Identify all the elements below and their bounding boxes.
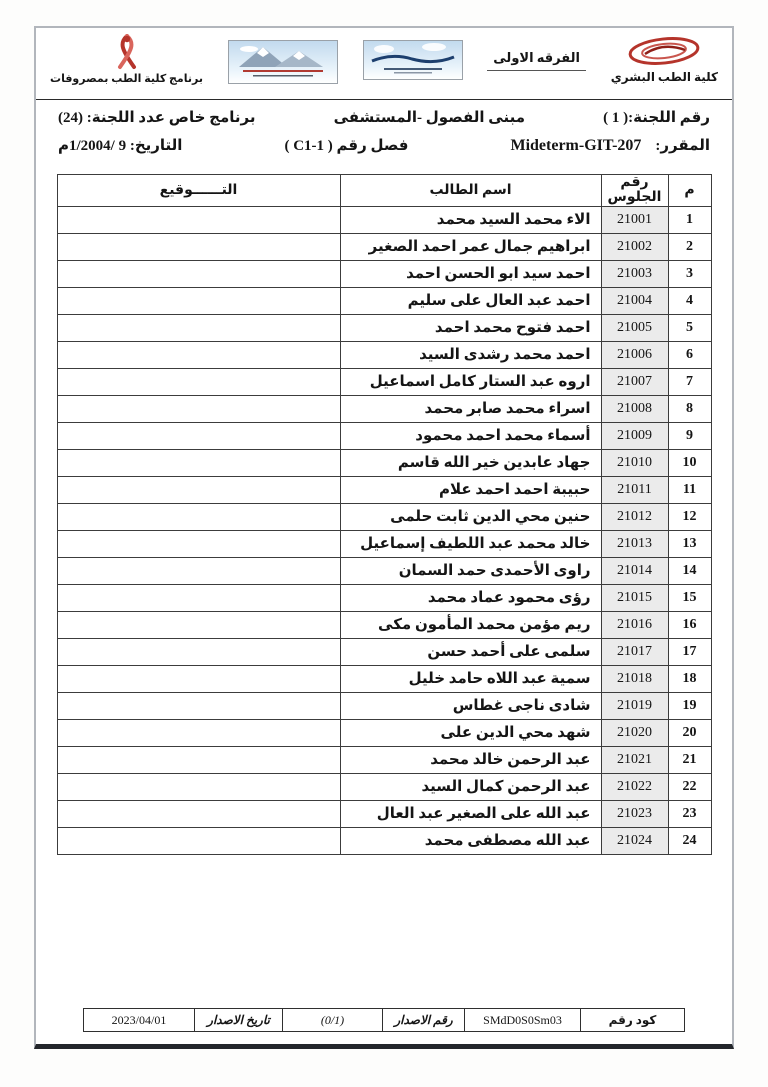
- student-name: راوى الأحمدى حمد السمان: [340, 557, 601, 584]
- row-index: 13: [668, 530, 711, 557]
- program-caption: برنامج كلية الطب بمصروفات: [50, 73, 203, 85]
- student-name: شادى ناجى غطاس: [340, 692, 601, 719]
- row-index: 22: [668, 773, 711, 800]
- signature-cell: [57, 827, 340, 854]
- student-name: ريم مؤمن محمد المأمون مكى: [340, 611, 601, 638]
- signature-cell: [57, 476, 340, 503]
- table-row: [57, 746, 711, 773]
- signature-cell: [57, 503, 340, 530]
- table-row: [57, 206, 711, 233]
- grade-label: الفرقه الاولى: [487, 50, 586, 71]
- seat-number: 21008: [601, 395, 668, 422]
- row-index: 3: [668, 260, 711, 287]
- document-header: [36, 28, 732, 100]
- committee-info-line: [58, 108, 710, 136]
- program-logo-group: [50, 34, 203, 85]
- row-index: 24: [668, 827, 711, 854]
- row-index: 8: [668, 395, 711, 422]
- seat-number: 21013: [601, 530, 668, 557]
- table-row: [57, 422, 711, 449]
- issue-date-label: تاريخ الاصدار: [195, 1008, 283, 1032]
- signature-cell: [57, 368, 340, 395]
- student-table: [57, 174, 712, 855]
- table-row: [57, 233, 711, 260]
- student-name: ابراهيم جمال عمر احمد الصغير: [340, 233, 601, 260]
- table-row: [57, 368, 711, 395]
- student-name: حبيبة احمد احمد علام: [340, 476, 601, 503]
- row-index: 15: [668, 584, 711, 611]
- code-value: SMdD0S0Sm03: [465, 1008, 581, 1032]
- student-name: عبد الله مصطفى محمد: [340, 827, 601, 854]
- signature-cell: [57, 287, 340, 314]
- col-header-seat: رقم الجلوس: [601, 175, 668, 207]
- table-row: [57, 260, 711, 287]
- table-row: [57, 503, 711, 530]
- student-table-body: [57, 206, 711, 854]
- seat-number: 21003: [601, 260, 668, 287]
- university-banner-icon: [363, 40, 463, 80]
- faculty-crest-icon: [625, 34, 703, 68]
- table-row: [57, 530, 711, 557]
- table-row: [57, 395, 711, 422]
- issue-number-label: رقم الاصدار: [383, 1008, 465, 1032]
- seat-number: 21010: [601, 449, 668, 476]
- issue-date-value: 2023/04/01: [83, 1008, 195, 1032]
- row-index: 10: [668, 449, 711, 476]
- signature-cell: [57, 584, 340, 611]
- course-label: المقرر:: [655, 138, 710, 154]
- table-row: [57, 719, 711, 746]
- row-index: 14: [668, 557, 711, 584]
- seat-number: 21017: [601, 638, 668, 665]
- course-info-line: [58, 136, 710, 164]
- faculty-caption: كلية الطب البشري: [610, 70, 718, 84]
- student-name: رؤى محمود عماد محمد: [340, 584, 601, 611]
- student-name: اسراء محمد صابر محمد: [340, 395, 601, 422]
- course-segment: [510, 136, 710, 155]
- table-row: [57, 476, 711, 503]
- seat-number: 21006: [601, 341, 668, 368]
- hospital-mountain-logo-icon: [228, 40, 338, 84]
- student-name: احمد فتوح محمد احمد: [340, 314, 601, 341]
- seat-number: 21002: [601, 233, 668, 260]
- code-label: كود رقم: [581, 1008, 685, 1032]
- signature-cell: [57, 611, 340, 638]
- row-index: 23: [668, 800, 711, 827]
- table-row: [57, 665, 711, 692]
- signature-cell: [57, 638, 340, 665]
- col-header-name: اسم الطالب: [340, 175, 601, 207]
- signature-cell: [57, 206, 340, 233]
- row-index: 19: [668, 692, 711, 719]
- seat-number: 21020: [601, 719, 668, 746]
- row-index: 11: [668, 476, 711, 503]
- signature-cell: [57, 233, 340, 260]
- course-code: Mideterm-GIT-207: [510, 137, 642, 154]
- table-row: [57, 800, 711, 827]
- row-index: 6: [668, 341, 711, 368]
- student-name: احمد سيد ابو الحسن احمد: [340, 260, 601, 287]
- signature-cell: [57, 692, 340, 719]
- student-name: اروه عبد الستار كامل اسماعيل: [340, 368, 601, 395]
- seat-number: 21001: [601, 206, 668, 233]
- exam-info: [36, 100, 732, 170]
- student-name: احمد عبد العال على سليم: [340, 287, 601, 314]
- table-row: [57, 773, 711, 800]
- table-row: [57, 638, 711, 665]
- student-name: الاء محمد السيد محمد: [340, 206, 601, 233]
- signature-cell: [57, 449, 340, 476]
- table-row: [57, 314, 711, 341]
- row-index: 1: [668, 206, 711, 233]
- signature-cell: [57, 314, 340, 341]
- seat-number: 21011: [601, 476, 668, 503]
- seat-number: 21012: [601, 503, 668, 530]
- committee-number: رقم اللجنة:( 1 ): [603, 110, 710, 126]
- seat-number: 21014: [601, 557, 668, 584]
- seat-number: 21005: [601, 314, 668, 341]
- student-name: جهاد عابدين خير الله قاسم: [340, 449, 601, 476]
- table-row: [57, 287, 711, 314]
- signature-cell: [57, 395, 340, 422]
- student-name: حنين محي الدين ثابت حلمى: [340, 503, 601, 530]
- seat-number: 21021: [601, 746, 668, 773]
- row-index: 18: [668, 665, 711, 692]
- seat-number: 21019: [601, 692, 668, 719]
- student-name: احمد محمد رشدى السيد: [340, 341, 601, 368]
- student-name: عبد الرحمن كمال السيد: [340, 773, 601, 800]
- row-index: 9: [668, 422, 711, 449]
- signature-cell: [57, 557, 340, 584]
- student-name: سمية عبد اللاه حامد خليل: [340, 665, 601, 692]
- student-name: سلمى على أحمد حسن: [340, 638, 601, 665]
- signature-cell: [57, 260, 340, 287]
- signature-cell: [57, 746, 340, 773]
- signature-cell: [57, 800, 340, 827]
- seat-number: 21004: [601, 287, 668, 314]
- table-row: [57, 341, 711, 368]
- awareness-ribbon-icon: [114, 34, 140, 70]
- signature-cell: [57, 665, 340, 692]
- seat-number: 21009: [601, 422, 668, 449]
- row-index: 2: [668, 233, 711, 260]
- page-frame: [34, 26, 734, 1049]
- table-header-row: [57, 175, 711, 207]
- row-index: 5: [668, 314, 711, 341]
- seat-number: 21024: [601, 827, 668, 854]
- row-index: 4: [668, 287, 711, 314]
- student-name: عبد الله على الصغير عبد العال: [340, 800, 601, 827]
- row-index: 20: [668, 719, 711, 746]
- signature-cell: [57, 719, 340, 746]
- table-row: [57, 611, 711, 638]
- signature-cell: [57, 530, 340, 557]
- issue-number-value: (0/1): [283, 1008, 383, 1032]
- table-row: [57, 827, 711, 854]
- seat-number: 21015: [601, 584, 668, 611]
- class-number: فصل رقم ( C1-1 ): [284, 138, 409, 154]
- col-header-signature: التــــــوقيع: [57, 175, 340, 207]
- seat-number: 21016: [601, 611, 668, 638]
- table-row: [57, 692, 711, 719]
- faculty-logo-group: [611, 34, 718, 85]
- exam-date: التاريخ: 9 /1/2004م: [58, 138, 183, 154]
- signature-cell: [57, 773, 340, 800]
- student-name: شهد محي الدين على: [340, 719, 601, 746]
- signature-cell: [57, 341, 340, 368]
- col-header-index: م: [668, 175, 711, 207]
- row-index: 17: [668, 638, 711, 665]
- seat-number: 21018: [601, 665, 668, 692]
- row-index: 12: [668, 503, 711, 530]
- building-name: مبنى الفصول -المستشفى: [333, 110, 526, 126]
- row-index: 7: [668, 368, 711, 395]
- seat-number: 21023: [601, 800, 668, 827]
- seat-number: 21007: [601, 368, 668, 395]
- table-row: [57, 557, 711, 584]
- row-index: 16: [668, 611, 711, 638]
- table-row: [57, 449, 711, 476]
- row-index: 21: [668, 746, 711, 773]
- signature-cell: [57, 422, 340, 449]
- committee-count: برنامج خاص عدد اللجنة: (24): [58, 110, 256, 126]
- seat-number: 21022: [601, 773, 668, 800]
- table-row: [57, 584, 711, 611]
- student-name: خالد محمد عبد اللطيف إسماعيل: [340, 530, 601, 557]
- footer-issue-strip: [83, 1008, 685, 1032]
- student-name: عبد الرحمن خالد محمد: [340, 746, 601, 773]
- student-name: أسماء محمد احمد محمود: [340, 422, 601, 449]
